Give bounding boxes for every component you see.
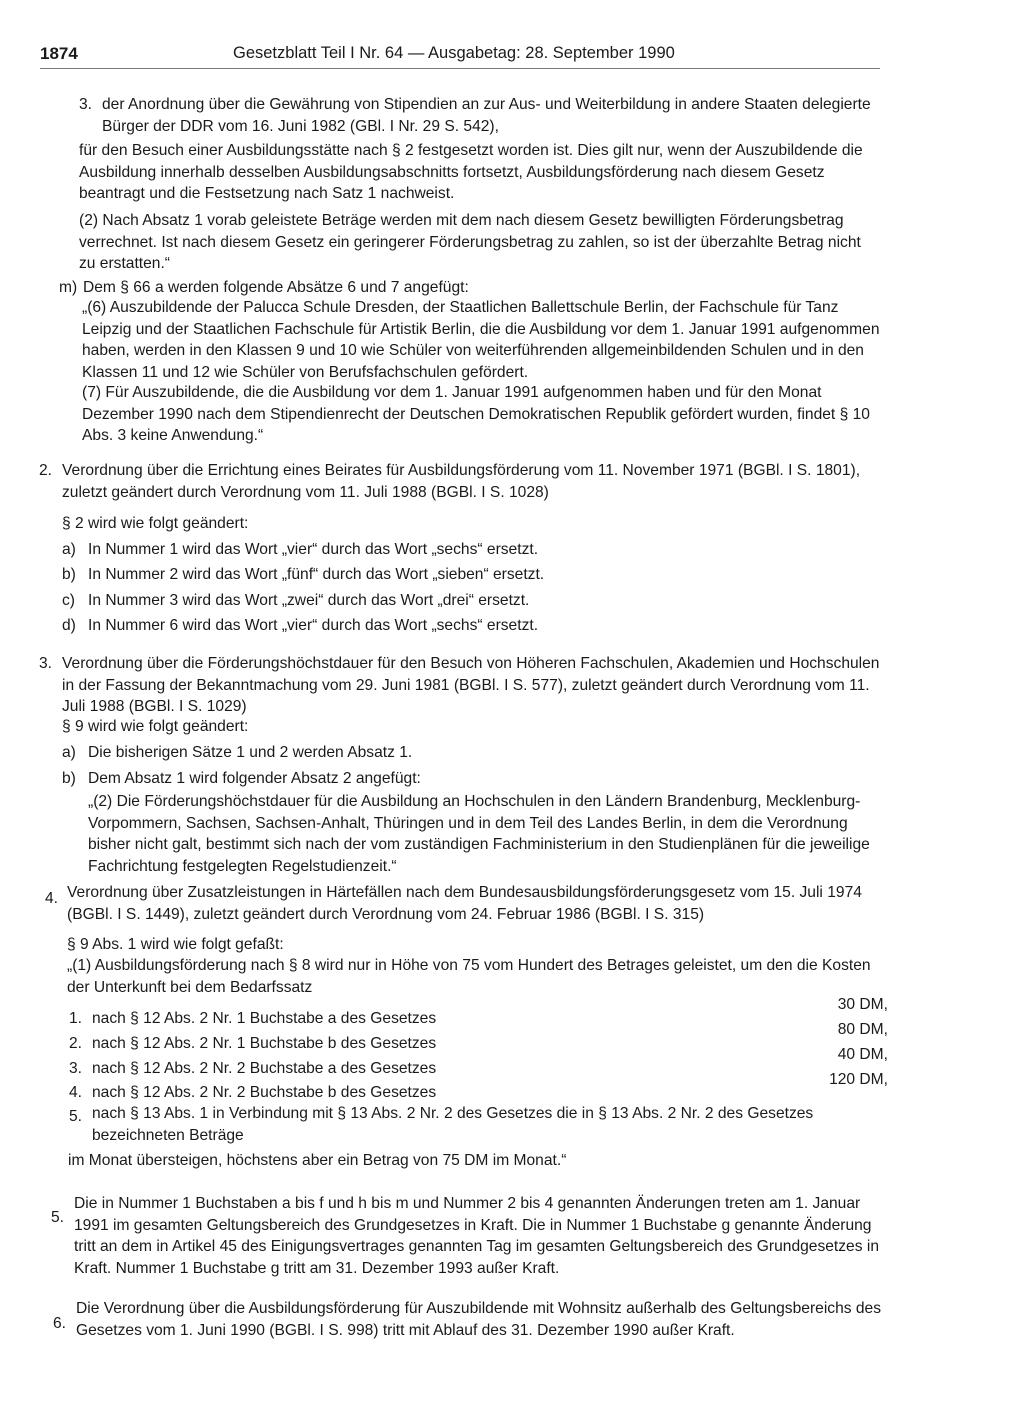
section-3-number: 3. [39, 655, 53, 672]
amount-value: 40 DM, [837, 1046, 888, 1063]
section-3-intro: § 9 wird wie folgt geändert: [62, 718, 249, 735]
amount-list-text: nach § 12 Abs. 2 Nr. 2 Buchstabe a des Gesetzes [92, 1060, 437, 1077]
section-4-number: 4. [45, 890, 59, 907]
section-5-text: Die in Nummer 1 Buchstaben a bis f und h bis m und Nummer 2 bis 4 genannten Änderungen treten am 1. Januar 1991 im gesamten Geltungsbereich des Grundgesetzes in Kraft. Die in Nummer 1 Buchstabe g genannte Änderung tritt an dem in Artikel 45 des Einigungsvertrages genannten Tag im gesamten Geltungsbereich des Grundgesetzes in Kraft. Nummer 1 Buchstabe g tritt am 31. Dezember 1993 außer Kraft. [74, 1195, 879, 1277]
section-2-item-mark: b) [62, 566, 76, 583]
section-4-closing: im Monat übersteigen, höchstens aber ein Betrag von 75 DM im Monat.“ [68, 1152, 567, 1169]
header-rule [40, 68, 880, 69]
amount-value: 30 DM, [837, 996, 888, 1013]
paragraph-absatz-2: (2) Nach Absatz 1 vorab geleistete Beträge werden mit dem nach diesem Gesetz bewilligten Förderungsbetrag verrechnet. Ist nach diesem Gesetz ein geringerer Förderungsbetrag zu zahlen, so ist der überzahlte Betrag nicht zu erstatten.“ [79, 212, 861, 272]
page-header [40, 44, 880, 70]
section-2-text: Verordnung über die Errichtung eines Beirates für Ausbildungsförderung vom 11. November 1971 (BGBl. I S. 1801), zuletzt geändert durch Verordnung vom 11. Juli 1988 (BGBl. I S. 1028) [62, 462, 861, 501]
page-number: 1874 [40, 44, 78, 63]
section-3-b-mark: b) [62, 770, 76, 787]
section-3-text: Verordnung über die Förderungshöchstdauer für den Besuch von Höheren Fachschulen, Akademien und Hochschulen in der Fassung der Bekanntmachung vom 29. Juni 1981 (BGBl. I S. 577), zuletzt geändert durch Verordnung vom 11. Juli 1988 (BGBl. I S. 1029) [62, 655, 880, 715]
item-3-text: der Anordnung über die Gewährung von Stipendien an zur Aus- und Weiterbildung in andere Staaten delegierte Bürger der DDR vom 16. Juni 1982 (GBl. I Nr. 29 S. 542), [102, 96, 871, 135]
section-3-b-text: Dem Absatz 1 wird folgender Absatz 2 angefügt: [88, 770, 421, 787]
amount-list-text: nach § 12 Abs. 2 Nr. 1 Buchstabe a des Gesetzes [92, 1010, 437, 1027]
section-2-item-mark: a) [62, 541, 76, 558]
amount-list-text: nach § 12 Abs. 2 Nr. 2 Buchstabe b des Gesetzes [92, 1084, 437, 1101]
item-m-text: Dem § 66 a werden folgende Absätze 6 und 7 angefügt: [83, 279, 469, 296]
amount-list-number: 5. [69, 1108, 83, 1125]
quote-absatz-7: (7) Für Auszubildende, die die Ausbildung vor dem 1. Januar 1991 aufgenommen haben und für den Monat Dezember 1990 nach dem Stipendienrecht der Deutschen Demokratischen Republik gefördert wurden, findet § 10 Abs. 3 keine Anwendung.“ [82, 384, 870, 444]
amount-list-number: 4. [69, 1084, 83, 1101]
section-4-intro: § 9 Abs. 1 wird wie folgt gefaßt: [67, 936, 284, 953]
section-2-item-text: In Nummer 1 wird das Wort „vier“ durch das Wort „sechs“ ersetzt. [88, 541, 539, 558]
section-6-number: 6. [53, 1315, 67, 1332]
section-2-item-mark: c) [62, 592, 75, 609]
header-title: Gesetzblatt Teil I Nr. 64 — Ausgabetag: 28. September 1990 [233, 44, 675, 62]
item-m-marker: m) [59, 279, 78, 296]
amount-value: 80 DM, [837, 1021, 888, 1038]
section-2-item-mark: d) [62, 617, 76, 634]
amount-value: 120 DM, [829, 1071, 888, 1088]
section-4-text: Verordnung über Zusatzleistungen in Härtefällen nach dem Bundesausbildungsförderungsgesetz vom 15. Juli 1974 (BGBl. I S. 1449), zuletzt geändert durch Verordnung vom 24. Februar 1986 (BGBl. I S. 315) [67, 884, 862, 923]
section-2-item-text: In Nummer 3 wird das Wort „zwei“ durch das Wort „drei“ ersetzt. [88, 592, 530, 609]
paragraph-besuch: für den Besuch einer Ausbildungsstätte nach § 2 festgesetzt worden ist. Dies gilt nur, wenn der Auszubildende die Ausbildung innerhalb desselben Ausbildungsabschnitts fortsetzt, Ausbildungsförderung nach diesem Gesetz beantragt und die Festsetzung nach Satz 1 nachweist. [79, 142, 863, 202]
amount-list-number: 2. [69, 1035, 83, 1052]
section-2-number: 2. [39, 462, 53, 479]
item-3-number: 3. [79, 96, 93, 113]
section-2-item-text: In Nummer 6 wird das Wort „vier“ durch das Wort „sechs“ ersetzt. [88, 617, 539, 634]
section-6-text: Die Verordnung über die Ausbildungsförderung für Auszubildende mit Wohnsitz außerhalb des Geltungsbereichs des Gesetzes vom 1. Juni 1990 (BGBl. I S. 998) tritt mit Ablauf des 31. Dezember 1990 außer Kraft. [76, 1300, 882, 1339]
section-3-a-text: Die bisherigen Sätze 1 und 2 werden Absatz 1. [88, 744, 413, 761]
amount-list-item-5-text: nach § 13 Abs. 1 in Verbindung mit § 13 Abs. 2 Nr. 2 des Gesetzes die in § 13 Abs. 2 Nr. 2 des Gesetzes bezeichneten Beträge [92, 1105, 814, 1144]
section-3-quote: „(2) Die Förderungshöchstdauer für die Ausbildung an Hochschulen in den Ländern Brandenburg, Mecklenburg-Vorpommern, Sachsen, Sachsen-Anhalt, Thüringen und in dem Teil des Landes Berlin, in dem die Verordnung bisher nicht galt, bestimmt sich nach der vom zuständigen Fachministerium in den Studienplänen für die jeweilige Fachrichtung festgelegten Regelstudienzeit.“ [88, 793, 870, 875]
amount-list-number: 1. [69, 1010, 83, 1027]
section-5-number: 5. [51, 1209, 65, 1226]
quote-absatz-6: „(6) Auszubildende der Palucca Schule Dresden, der Staatlichen Ballettschule Berlin, der Fachschule für Tanz Leipzig und der Staatlichen Fachschule für Artistik Berlin, die die Ausbildung vor dem 1. Januar 1991 aufgenommen haben, werden in den Klassen 9 und 10 wie Schüler von weiterführenden allgemeinbildenden Schulen und in den Klassen 11 und 12 wie Schüler von Berufsfachschulen gefördert. [82, 299, 880, 381]
section-3-a-mark: a) [62, 744, 76, 761]
amount-list-number: 3. [69, 1060, 83, 1077]
section-2-intro: § 2 wird wie folgt geändert: [62, 515, 249, 532]
section-4-quote: „(1) Ausbildungsförderung nach § 8 wird nur in Höhe von 75 vom Hundert des Betrages geleistet, um den die Kosten der Unterkunft bei dem Bedarfssatz [67, 957, 871, 996]
section-2-item-text: In Nummer 2 wird das Wort „fünf“ durch das Wort „sieben“ ersetzt. [88, 566, 545, 583]
amount-list-text: nach § 12 Abs. 2 Nr. 1 Buchstabe b des Gesetzes [92, 1035, 437, 1052]
